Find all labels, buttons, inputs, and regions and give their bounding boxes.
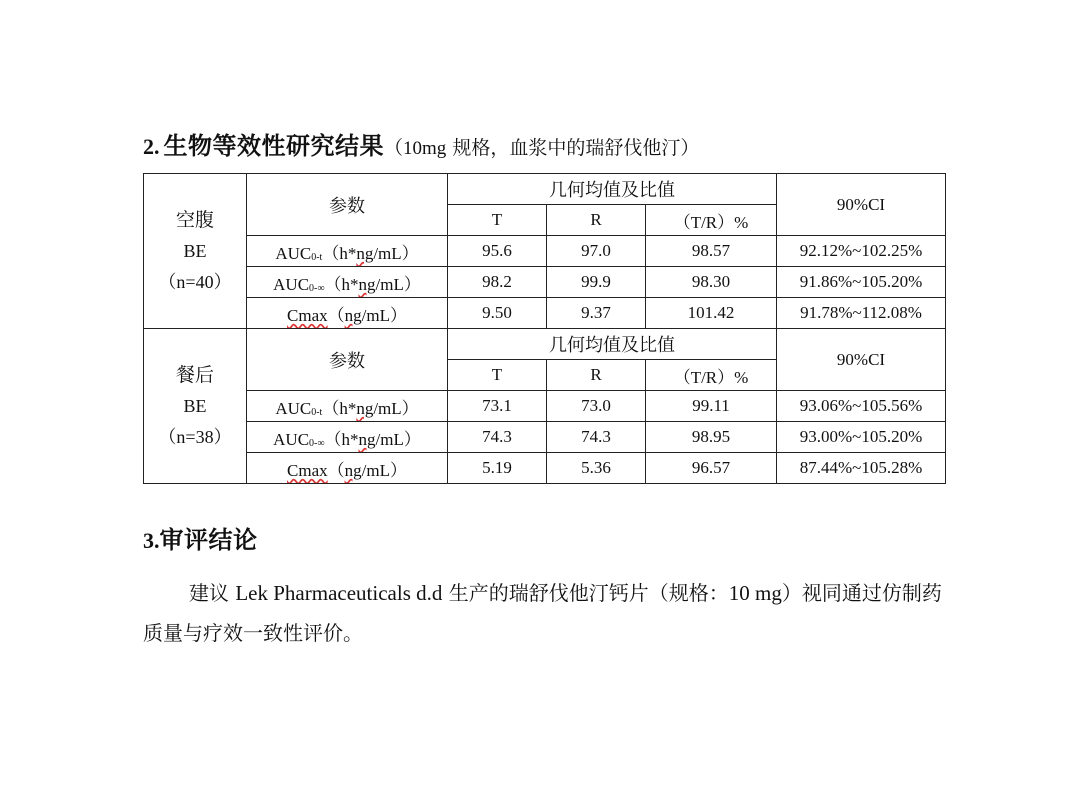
unit-ng: ng bbox=[344, 305, 362, 325]
test-value: 73.1 bbox=[448, 391, 547, 422]
ci-header: 90%CI bbox=[777, 329, 946, 391]
param-name: AUC bbox=[275, 398, 312, 418]
table-row bbox=[144, 391, 946, 422]
section-2-title: 生物等效性研究结果 bbox=[163, 132, 384, 160]
ratio-value: 96.57 bbox=[646, 453, 777, 484]
ci-value: 87.44%~105.28% bbox=[777, 453, 946, 484]
group-label-cell bbox=[144, 174, 247, 329]
table-row bbox=[144, 236, 946, 267]
param-cell bbox=[247, 298, 448, 329]
unit-close: /mL） bbox=[373, 243, 419, 263]
reference-value: 5.36 bbox=[547, 453, 646, 484]
unit-close: /mL） bbox=[373, 398, 419, 418]
param-name: AUC bbox=[275, 243, 312, 263]
param-subscript: 0-∞ bbox=[309, 282, 325, 294]
ci-value: 91.78%~112.08% bbox=[777, 298, 946, 329]
param-header: 参数 bbox=[247, 174, 448, 236]
group-label-cell bbox=[144, 329, 247, 484]
geo-mean-header: 几何均值及比值 bbox=[448, 174, 777, 205]
param-cell bbox=[247, 267, 448, 298]
ci-value: 92.12%~102.25% bbox=[777, 236, 946, 267]
unit-open: （ bbox=[327, 305, 345, 325]
param-subscript: 0-t bbox=[311, 406, 323, 418]
note-open: （ bbox=[384, 137, 404, 159]
table-row bbox=[144, 298, 946, 329]
be-results-table bbox=[143, 173, 946, 484]
table-row bbox=[144, 422, 946, 453]
group-label-n: （n=40） bbox=[158, 271, 232, 292]
param-header: 参数 bbox=[247, 329, 448, 391]
section-2-heading bbox=[143, 126, 699, 161]
note-dose: 10mg bbox=[403, 138, 447, 159]
header-row-top bbox=[144, 329, 946, 360]
group-label-condition: 餐后 bbox=[175, 363, 214, 386]
para-part-2: 生产的瑞舒伐他汀钙片（规格： bbox=[442, 581, 729, 605]
unit-close: /mL） bbox=[375, 429, 421, 449]
ratio-header: （T/R）% bbox=[646, 360, 777, 391]
section-3-title: 审评结论 bbox=[159, 526, 258, 554]
dose-value: 10 mg bbox=[728, 581, 782, 605]
unit-open: （h* bbox=[322, 398, 357, 418]
group-label-be: BE bbox=[183, 395, 207, 416]
param-subscript: 0-t bbox=[311, 251, 323, 263]
ratio-header: （T/R）% bbox=[646, 205, 777, 236]
unit-ng: ng bbox=[356, 398, 374, 418]
param-cell bbox=[247, 391, 448, 422]
company-name: Lek Pharmaceuticals d.d bbox=[235, 581, 443, 605]
group-label-be: BE bbox=[183, 240, 207, 261]
table-body bbox=[144, 174, 946, 484]
note-rest: 规格，血浆中的瑞舒伐他汀） bbox=[446, 137, 700, 159]
unit-ng: ng bbox=[344, 460, 362, 480]
param-subscript: 0-∞ bbox=[309, 437, 325, 449]
reference-header: R bbox=[547, 360, 646, 391]
test-value: 74.3 bbox=[448, 422, 547, 453]
unit-close: /mL） bbox=[361, 305, 407, 325]
section-2-number: 2. bbox=[143, 134, 160, 159]
group-label-n: （n=38） bbox=[158, 426, 232, 447]
table-row bbox=[144, 453, 946, 484]
unit-ng: ng bbox=[356, 243, 374, 263]
param-name: Cmax bbox=[287, 305, 328, 325]
test-value: 5.19 bbox=[448, 453, 547, 484]
ci-header: 90%CI bbox=[777, 174, 946, 236]
ratio-value: 98.30 bbox=[646, 267, 777, 298]
para-part-3: ）视同通过仿制药质量与疗效一致性评价。 bbox=[143, 581, 942, 645]
reference-value: 99.9 bbox=[547, 267, 646, 298]
reference-header: R bbox=[547, 205, 646, 236]
section-3-heading bbox=[143, 520, 258, 555]
unit-open: （h* bbox=[324, 429, 359, 449]
reference-value: 73.0 bbox=[547, 391, 646, 422]
conclusion-paragraph bbox=[143, 573, 951, 653]
test-header: T bbox=[448, 205, 547, 236]
para-part-1: 建议 bbox=[189, 581, 236, 605]
group-label-condition: 空腹 bbox=[175, 208, 214, 231]
param-name: Cmax bbox=[287, 460, 328, 480]
param-cell bbox=[247, 453, 448, 484]
table-row bbox=[144, 267, 946, 298]
unit-close: /mL） bbox=[361, 460, 407, 480]
test-value: 95.6 bbox=[448, 236, 547, 267]
param-cell bbox=[247, 236, 448, 267]
param-name: AUC bbox=[273, 429, 310, 449]
ratio-value: 101.42 bbox=[646, 298, 777, 329]
param-cell bbox=[247, 422, 448, 453]
ci-value: 91.86%~105.20% bbox=[777, 267, 946, 298]
unit-ng: ng bbox=[358, 274, 376, 294]
unit-open: （ bbox=[327, 460, 345, 480]
test-value: 98.2 bbox=[448, 267, 547, 298]
ci-value: 93.00%~105.20% bbox=[777, 422, 946, 453]
unit-open: （h* bbox=[324, 274, 359, 294]
section-3-number: 3. bbox=[143, 528, 160, 553]
reference-value: 97.0 bbox=[547, 236, 646, 267]
reference-value: 74.3 bbox=[547, 422, 646, 453]
ratio-value: 98.57 bbox=[646, 236, 777, 267]
reference-value: 9.37 bbox=[547, 298, 646, 329]
test-header: T bbox=[448, 360, 547, 391]
unit-ng: ng bbox=[358, 429, 376, 449]
test-value: 9.50 bbox=[448, 298, 547, 329]
header-row-top bbox=[144, 174, 946, 205]
unit-open: （h* bbox=[322, 243, 357, 263]
param-name: AUC bbox=[273, 274, 310, 294]
ratio-value: 99.11 bbox=[646, 391, 777, 422]
geo-mean-header: 几何均值及比值 bbox=[448, 329, 777, 360]
unit-close: /mL） bbox=[375, 274, 421, 294]
ratio-value: 98.95 bbox=[646, 422, 777, 453]
section-2-note bbox=[384, 137, 699, 159]
ci-value: 93.06%~105.56% bbox=[777, 391, 946, 422]
